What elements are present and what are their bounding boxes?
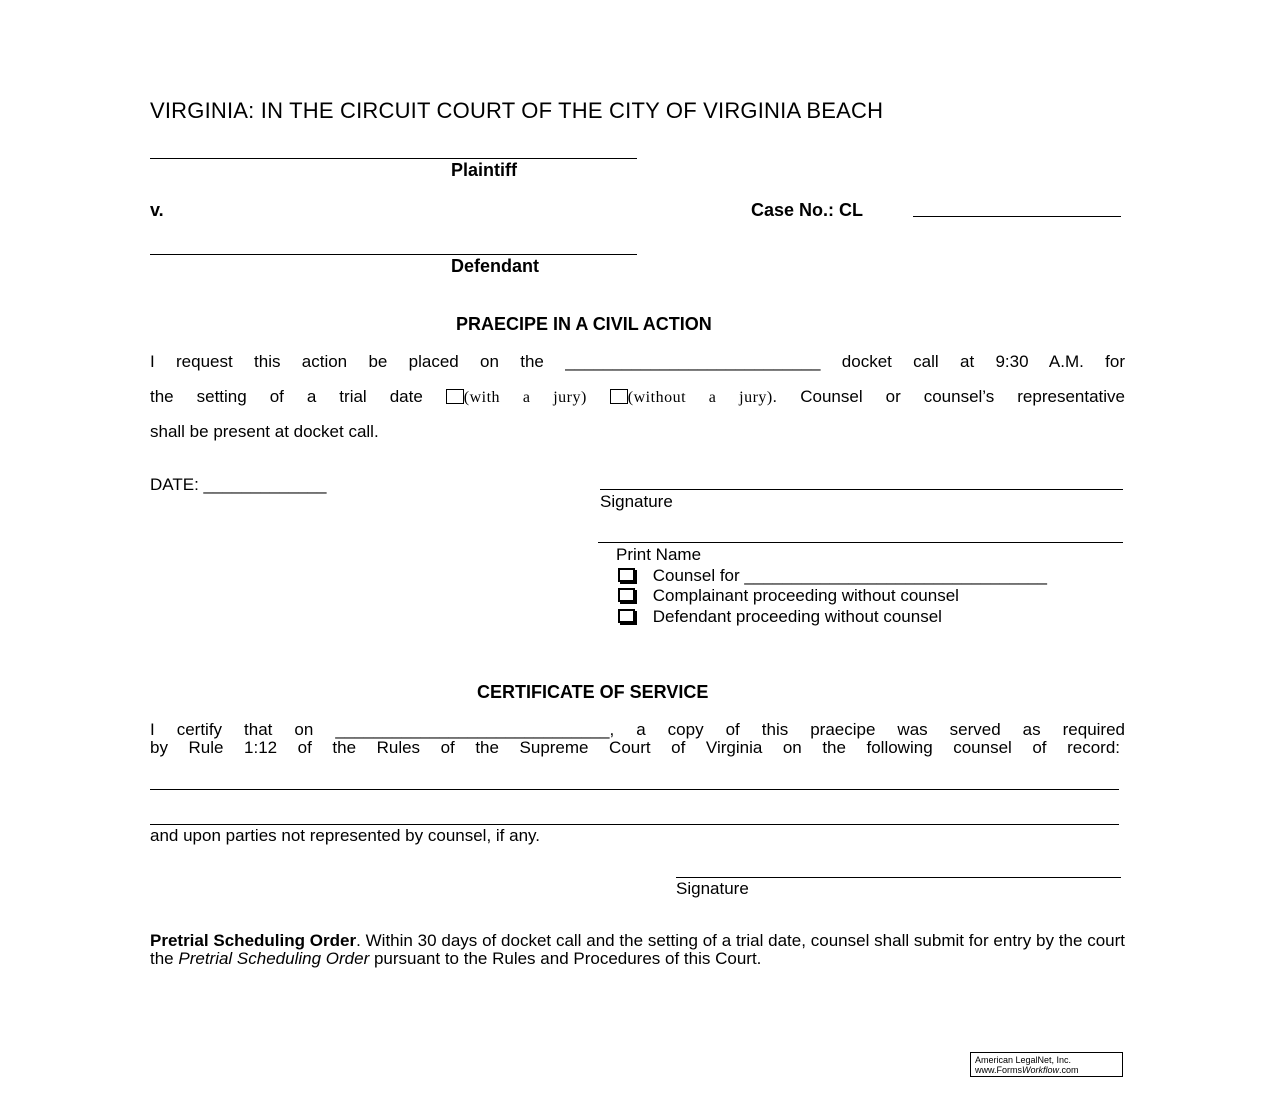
certificate-line-3: and upon parties not represented by counsel, if any. [150, 826, 540, 845]
praecipe-line-1-text-a: I request this action be placed on the [150, 352, 544, 371]
footer-line-2 [975, 1065, 1118, 1075]
versus-label: v. [150, 200, 164, 220]
complainant-checkbox[interactable] [618, 588, 635, 602]
jury-options [446, 387, 587, 406]
footer-line-2-b: .com [1059, 1065, 1079, 1075]
case-no-field[interactable] [913, 216, 1121, 217]
plaintiff-line[interactable] [150, 158, 637, 159]
pretrial-paragraph [150, 932, 1125, 968]
complainant-label: Complainant proceeding without counsel [652, 586, 959, 605]
praecipe-line-2 [150, 387, 1125, 407]
certificate-line-2: by Rule 1:12 of the Rules of the Supreme Court of Virginia on the following counsel of record: [150, 738, 1120, 757]
without-jury-checkbox[interactable] [610, 389, 628, 404]
footer-badge [970, 1052, 1123, 1077]
print-name-line[interactable] [598, 542, 1123, 543]
defendant-checkbox[interactable] [618, 609, 635, 623]
defendant-option-label: Defendant proceeding without counsel [652, 607, 942, 626]
certificate-signature-line[interactable] [676, 877, 1121, 878]
praecipe-line-1-text-b: docket call at 9:30 A.M. for [841, 352, 1125, 371]
certificate-line-1-text-a: I certify that on [150, 720, 314, 739]
plaintiff-label: Plaintiff [451, 160, 517, 180]
certificate-line-1 [150, 720, 1125, 740]
counsel-record-line-1[interactable] [150, 789, 1119, 790]
service-date-blank-text: _____________________________ [335, 720, 610, 739]
signature-line[interactable] [600, 489, 1123, 490]
with-jury-label: (with a jury) [463, 389, 587, 406]
certificate-line-1-text-b: , a copy of this praecipe was served as required [609, 720, 1125, 739]
print-name-label: Print Name [616, 545, 702, 564]
pretrial-heading: Pretrial Scheduling Order [150, 931, 357, 950]
praecipe-line-2-text-a: the setting of a trial date [150, 387, 423, 406]
counsel-record-line-2[interactable] [150, 824, 1119, 825]
signature-label: Signature [600, 492, 673, 511]
footer-line-2-italic: Workflow [1022, 1065, 1060, 1075]
option-counsel-for [618, 566, 1047, 586]
praecipe-line-2-text-b: Counsel or counsel’s representative [800, 387, 1125, 406]
defendant-label: Defendant [451, 256, 540, 276]
praecipe-title: PRAECIPE IN A CIVIL ACTION [456, 314, 712, 334]
court-title: VIRGINIA: IN THE CIRCUIT COURT OF THE CITY OF VIRGINIA BEACH [150, 98, 884, 123]
date-field[interactable]: _____________ [203, 475, 327, 494]
certificate-signature-label: Signature [676, 879, 749, 898]
praecipe-line-3: shall be present at docket call. [150, 422, 379, 441]
defendant-line[interactable] [150, 254, 637, 255]
with-jury-checkbox[interactable] [446, 389, 464, 404]
footer-line-1: American LegalNet, Inc. [975, 1055, 1072, 1065]
date-label [150, 475, 326, 495]
counsel-for-checkbox[interactable] [618, 568, 635, 582]
option-defendant [618, 607, 942, 627]
counsel-for-field[interactable]: ________________________________ [744, 566, 1047, 585]
option-complainant [618, 586, 959, 606]
footer-line-2-a: www.Forms [975, 1065, 1022, 1075]
pretrial-italic: Pretrial Scheduling Order [178, 949, 370, 968]
docket-call-blank[interactable]: ___________________________ [565, 352, 821, 371]
praecipe-line-1 [150, 352, 1125, 372]
counsel-for-label: Counsel for [652, 566, 740, 585]
without-jury-label: (without a jury). [627, 389, 778, 406]
service-date-blank[interactable] [335, 720, 1125, 739]
no-jury-options [610, 387, 777, 406]
pretrial-text-b: pursuant to the Rules and Procedures of this Court. [369, 949, 762, 968]
date-label-text: DATE: [150, 475, 199, 494]
case-no-label: Case No.: CL [751, 200, 864, 220]
pretrial-text-a: . Within 30 days of docket call and the setting of a trial date, counsel shall submit for entry by the court the [150, 931, 1125, 968]
certificate-title: CERTIFICATE OF SERVICE [477, 682, 709, 702]
